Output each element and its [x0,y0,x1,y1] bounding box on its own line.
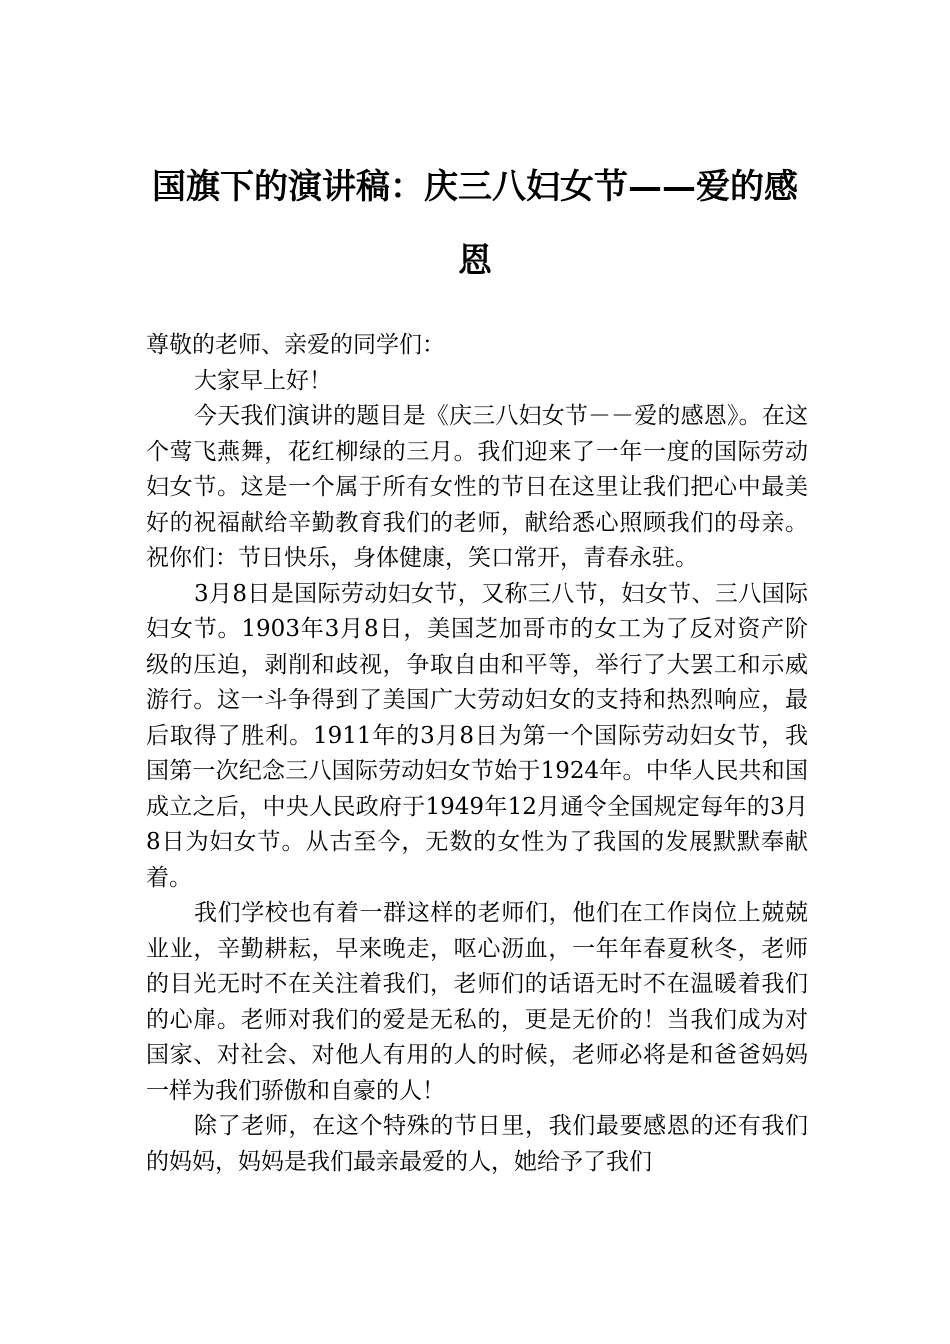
document-title: 国旗下的演讲稿：庆三八妇女节——爱的感恩 [152,167,798,281]
body-paragraph: 除了老师，在这个特殊的节日里，我们最要感恩的还有我们的妈妈，妈妈是我们最亲最爱的人，她给予了我们 [146,1113,808,1175]
greeting-paragraph: 大家早上好！ [194,367,332,394]
document-body [146,328,808,1180]
body-paragraph: 3月8日是国际劳动妇女节，又称三八节，妇女节、三八国际妇女节。1903年3月8日，美国芝加哥市的女工为了反对资产阶级的压迫，剥削和歧视，争取自由和平等，举行了大罢工和示威游行。这一斗争得到了美国广大劳动妇女的支持和热烈响应，最后取得了胜利。1911年的3月8日为第一个国际劳动妇女节，我国第一次纪念三八国际劳动妇女节始于1924年。中华人民共和国成立之后，中央人民政府于1949年12月通令全国规定每年的3月8日为妇女节。从古至今，无数的女性为了我国的发展默默奉献着。 [146,580,808,891]
salutation-paragraph: 尊敬的老师、亲爱的同学们： [146,332,445,358]
body-paragraph: 今天我们演讲的题目是《庆三八妇女节－－爱的感恩》。在这个莺飞燕舞，花红柳绿的三月。我们迎来了一年一度的国际劳动妇女节。这是一个属于所有女性的节日在这里让我们把心中最美好的祝福献给辛勤教育我们的老师，献给悉心照顾我们的母亲。祝你们：节日快乐，身体健康，笑口常开，青春永驻。 [146,403,808,571]
body-paragraph: 我们学校也有着一群这样的老师们，他们在工作岗位上兢兢业业，辛勤耕耘，早来晚走，呕心沥血，一年年春夏秋冬，老师的目光无时不在关注着我们，老师们的话语无时不在温暖着我们的心扉。老师对我们的爱是无私的，更是无价的！当我们成为对国家、对社会、对他人有用的人的时候，老师必将是和爸爸妈妈一样为我们骄傲和自豪的人！ [146,900,808,1104]
